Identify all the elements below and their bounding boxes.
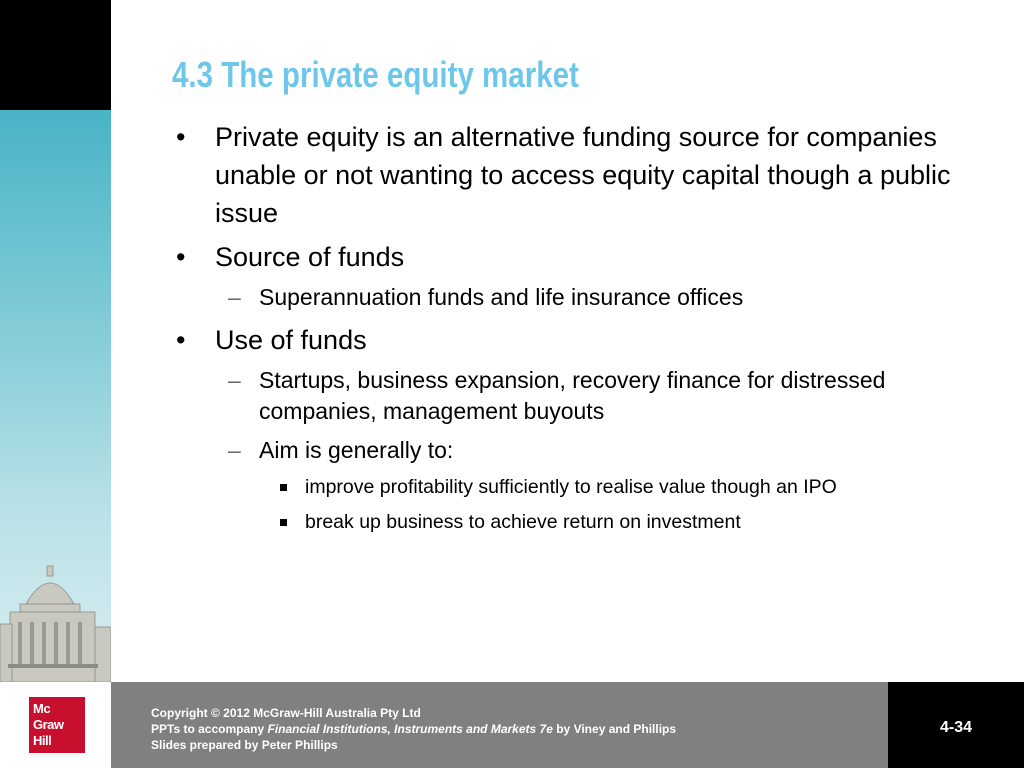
bullet-text: Superannuation funds and life insurance offices — [259, 284, 744, 310]
corner-block — [0, 0, 111, 110]
bullet-text: break up business to achieve return on investment — [305, 511, 741, 533]
bullet-item — [172, 238, 972, 276]
page-number: 4-34 — [939, 719, 973, 736]
sub-bullet-item — [172, 282, 972, 313]
bullet-text: Startups, business expansion, recovery finance for distressed companies, management buyouts — [259, 367, 886, 424]
ppt-prefix: PPTs to accompany — [151, 722, 268, 736]
copyright-line: Copyright © 2012 McGraw-Hill Australia Pty Ltd — [151, 706, 421, 720]
prepared-by-line: Slides prepared by Peter Phillips — [151, 738, 338, 752]
book-title: Financial Institutions, Instruments and Markets 7e — [267, 722, 553, 736]
logo-line: Hill — [33, 733, 52, 748]
footer-credits — [151, 705, 676, 753]
sub-sub-bullet-item — [172, 509, 972, 535]
sub-bullet-item — [172, 365, 972, 427]
slide-title: 4.3 The private equity market — [172, 54, 579, 95]
dash-marker: – — [228, 367, 241, 393]
bullet-text: Use of funds — [215, 325, 367, 355]
ppt-line — [151, 721, 676, 737]
bullet-text: Private equity is an alternative funding source for companies unable or not wanting to access equity capital though a public issue — [215, 122, 951, 228]
mcgraw-hill-logo — [29, 697, 85, 753]
dash-marker: – — [228, 284, 241, 310]
square-bullet-icon — [280, 519, 287, 526]
square-bullet-icon — [280, 484, 287, 491]
sub-bullet-item — [172, 435, 972, 466]
logo-line: Graw — [33, 717, 64, 732]
bullet-marker: • — [176, 325, 186, 355]
bullet-text: improve profitability sufficiently to realise value though an IPO — [305, 476, 837, 498]
bullet-list — [172, 118, 972, 544]
bullet-text: Aim is generally to: — [259, 437, 454, 463]
building-illustration — [0, 552, 111, 682]
bullet-item — [172, 321, 972, 359]
ppt-suffix: by Viney and Phillips — [552, 722, 677, 736]
bullet-item — [172, 118, 972, 232]
dash-marker: – — [228, 437, 241, 463]
side-decoration-strip — [0, 110, 111, 682]
sub-sub-bullet-item — [172, 474, 972, 500]
bullet-marker: • — [176, 242, 186, 272]
bullet-marker: • — [176, 122, 186, 152]
bullet-text: Source of funds — [215, 242, 405, 272]
logo-line: Mc — [33, 701, 51, 716]
